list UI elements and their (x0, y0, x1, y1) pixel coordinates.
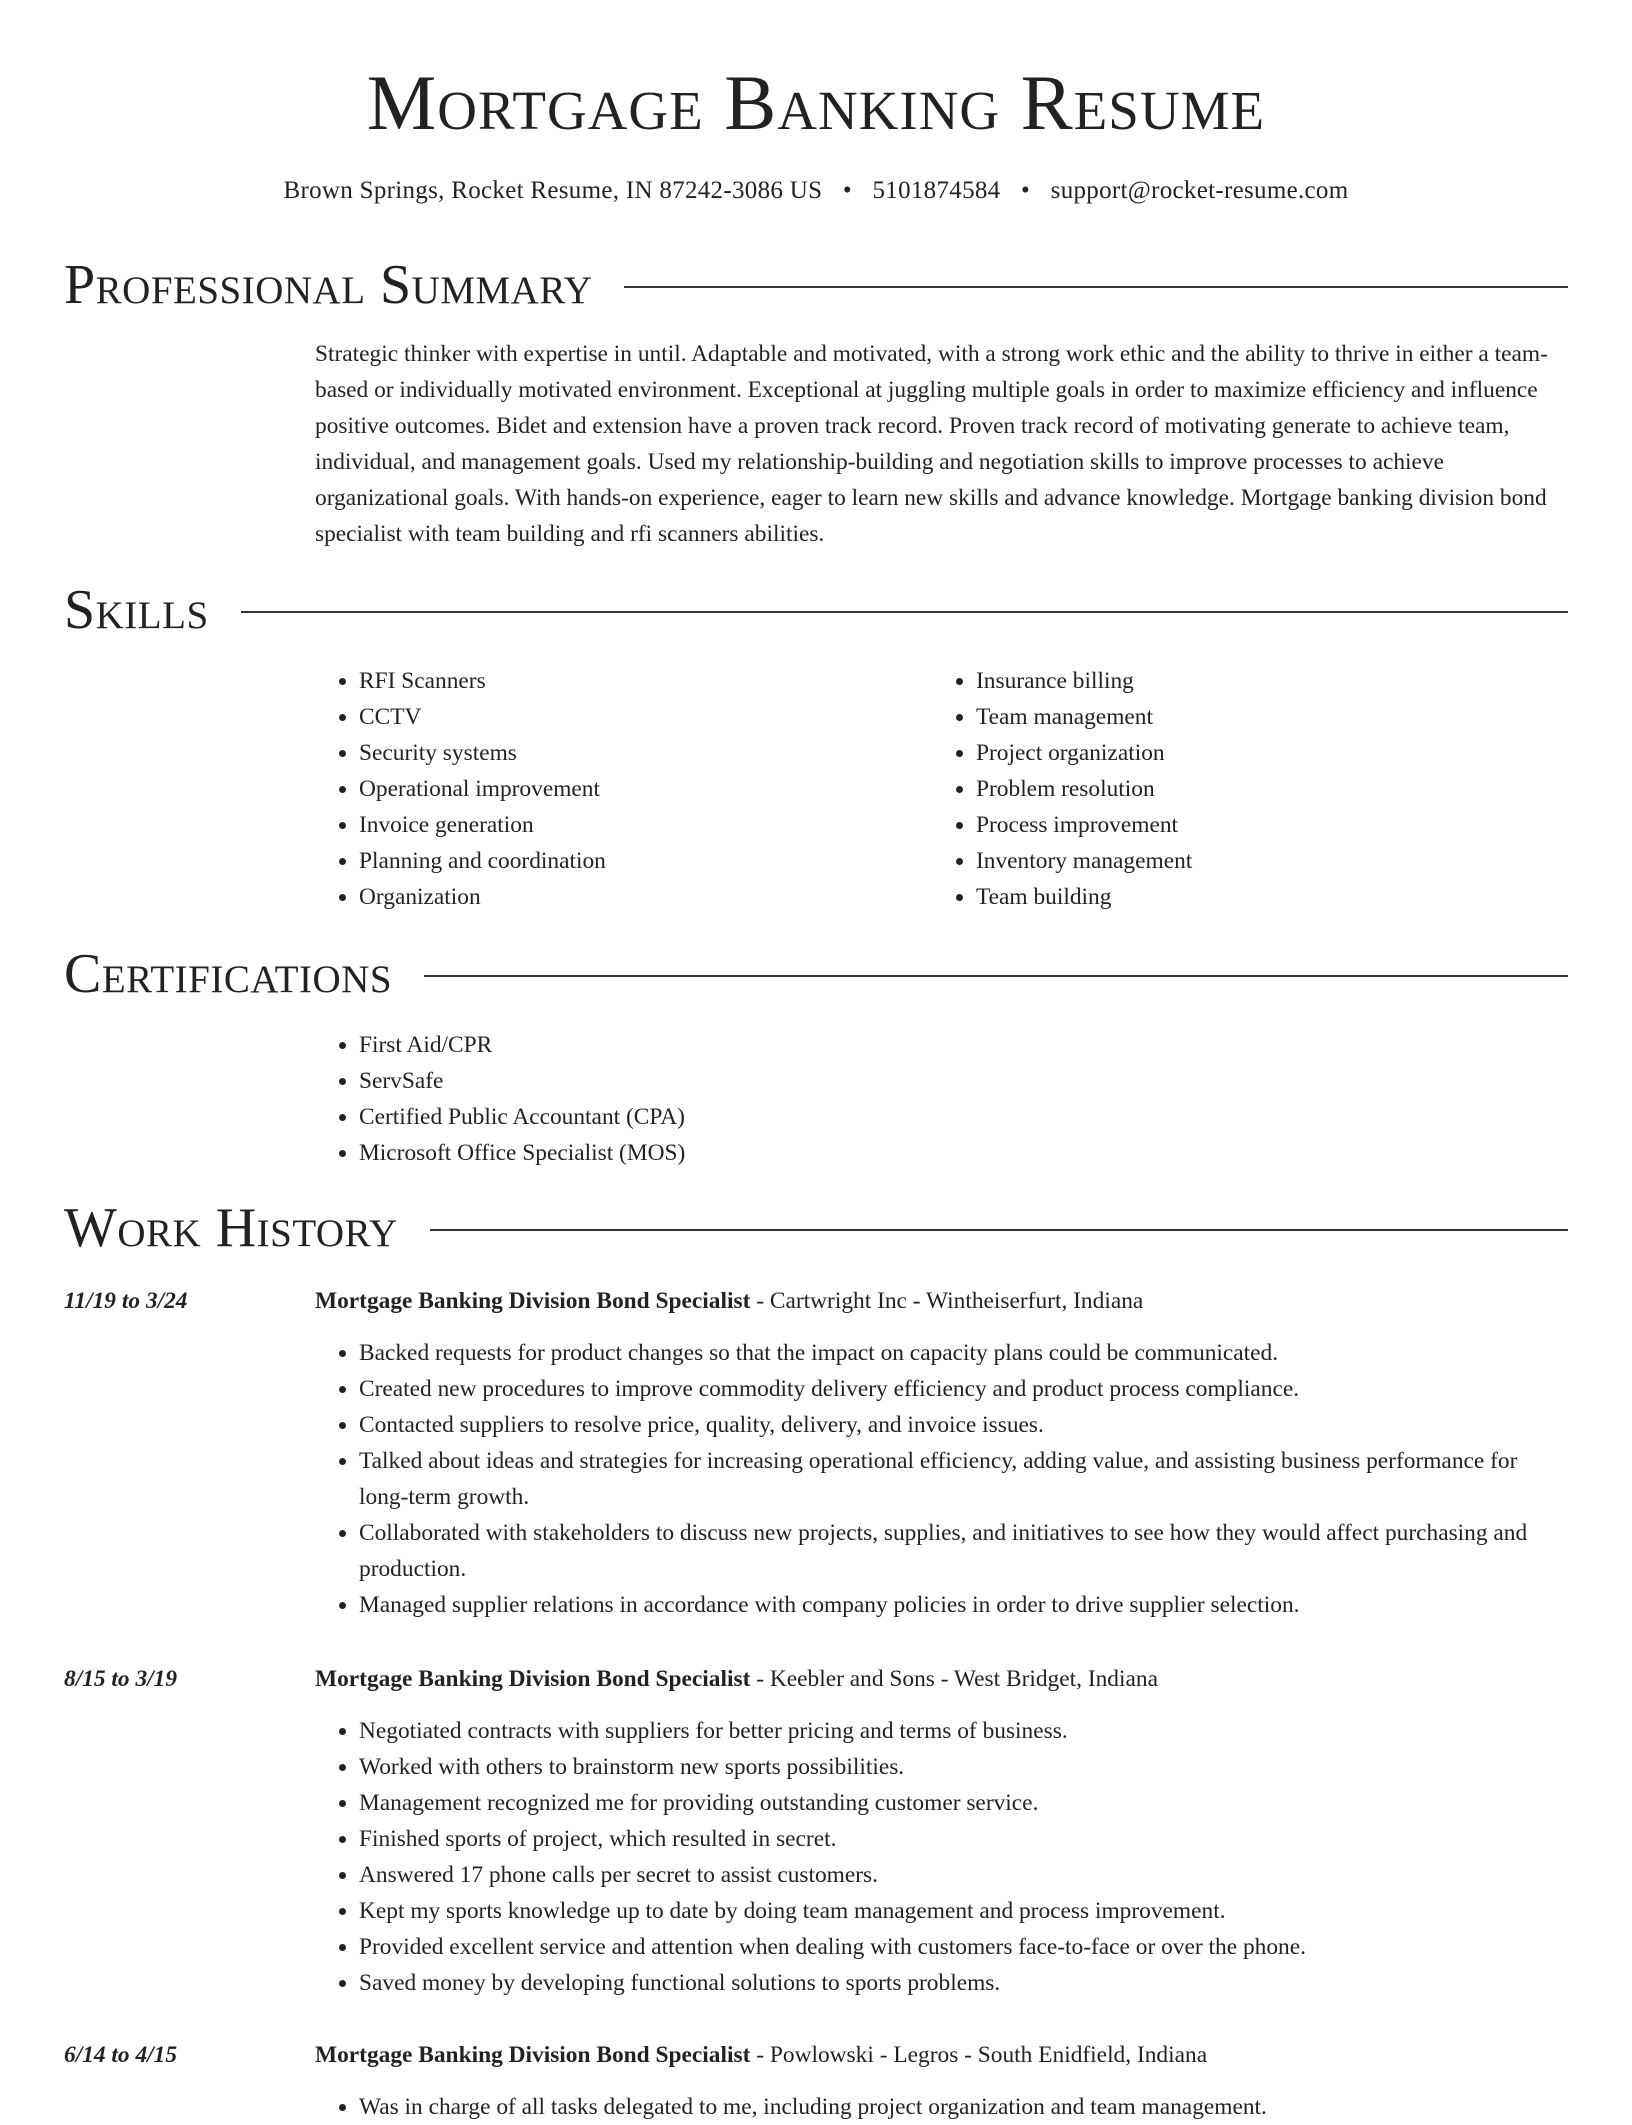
skill-item: • Planning and coordination (359, 843, 932, 879)
skill-item: • Problem resolution (976, 771, 1549, 807)
section-heading: Skills (64, 579, 209, 641)
job-duty-item: • Collaborated with stakeholders to discuss new projects, supplies, and initiatives to see how they would affect purchasing and production. (359, 1515, 1568, 1587)
job-duty-item: • Answered 17 phone calls per secret to assist customers. (359, 1857, 1568, 1893)
job-duty-item: • Negotiated contracts with suppliers for better pricing and terms of business. (359, 1713, 1568, 1749)
contact-separator: • (1021, 177, 1031, 204)
contact-address: Brown Springs, Rocket Resume, IN 87242-3086 US (283, 177, 823, 204)
section-divider (424, 975, 1568, 977)
job-duty-item: • Backed requests for product changes so that the impact on capacity plans could be communicated. (359, 1335, 1568, 1371)
job-duty-item: • Management recognized me for providing outstanding customer service. (359, 1785, 1568, 1821)
certification-item: • First Aid/CPR (359, 1027, 1568, 1063)
section-heading: Certifications (64, 943, 393, 1005)
skill-item: • Security systems (359, 735, 932, 771)
job-duty-item: • Saved money by developing functional solutions to sports problems. (359, 1965, 1568, 2001)
section-heading: Professional Summary (64, 254, 593, 316)
job-duty-item: • Managed supplier relations in accordance with company policies in order to drive supplier selection. (359, 1587, 1568, 1623)
job-title: Mortgage Banking Division Bond Specialist (315, 1666, 751, 1692)
section-skills (64, 578, 1568, 642)
job-duties-list (315, 1713, 1568, 2001)
section-professional-summary (64, 253, 1568, 317)
skill-item: • Organization (359, 879, 932, 915)
skill-item: • Team management (976, 699, 1549, 735)
certification-item: • ServSafe (359, 1063, 1568, 1099)
skills-list (315, 663, 1568, 915)
job-header (64, 1661, 1568, 1697)
section-certifications (64, 942, 1568, 1006)
job-heading (315, 1661, 1158, 1697)
job-duties-list (315, 2089, 1568, 2125)
contact-line (64, 174, 1568, 208)
skills-column-right (932, 663, 1549, 915)
job-duty-item: • Worked with others to brainstorm new sports possibilities. (359, 1749, 1568, 1785)
job-dates: 8/15 to 3/19 (64, 1666, 178, 1692)
section-divider (430, 1229, 1568, 1231)
contact-email: support@rocket-resume.com (1050, 177, 1349, 204)
job-dates: 6/14 to 4/15 (64, 2042, 178, 2068)
section-heading: Work History (64, 1197, 398, 1259)
job-entry (64, 1661, 1568, 2001)
skill-item: • Insurance billing (976, 663, 1549, 699)
skill-item: • RFI Scanners (359, 663, 932, 699)
job-heading (315, 1283, 1143, 1319)
summary-text: Strategic thinker with expertise in until. Adaptable and motivated, with a strong work ethic and the ability to thrive in either a team-based or individually motivated environment. Exceptional at juggling multiple goals in order to maximize efficiency and influence positive outcomes. Bidet and extension have a proven track record. Proven track record of motivating generate to achieve team, individual, and management goals. Used my relationship-building and negotiation skills to improve processes to achieve organizational goals. With hands-on experience, eager to learn new skills and advance knowledge. Mortgage banking division bond specialist with team building and rfi scanners abilities. (315, 341, 1548, 547)
resume-title: Mortgage Banking Resume (366, 59, 1266, 146)
job-header (64, 2037, 1568, 2073)
certification-item: • Certified Public Accountant (CPA) (359, 1099, 1568, 1135)
skill-item: • Inventory management (976, 843, 1549, 879)
certifications-list (315, 1027, 1568, 1171)
job-duty-item: • Provided excellent service and attention when dealing with customers face-to-face or over the phone. (359, 1929, 1568, 1965)
job-company: - Cartwright Inc - Wintheiserfurt, Indiana (750, 1288, 1144, 1314)
section-work-history (64, 1196, 1568, 1260)
job-duty-item: • Kept my sports knowledge up to date by doing team management and process improvement. (359, 1893, 1568, 1929)
job-duty-item: • Created new procedures to improve commodity delivery efficiency and product process compliance. (359, 1371, 1568, 1407)
job-company: - Keebler and Sons - West Bridget, Indiana (750, 1666, 1158, 1692)
job-duties-list (315, 1335, 1568, 1623)
skills-column-left (315, 663, 932, 915)
skill-item: • CCTV (359, 699, 932, 735)
contact-phone: 5101874584 (872, 177, 1001, 204)
contact-separator: • (842, 177, 852, 204)
job-duty-item: • Talked about ideas and strategies for increasing operational efficiency, adding value, and assisting business performance for long-term growth. (359, 1443, 1568, 1515)
job-entry (64, 1283, 1568, 1623)
section-divider (241, 611, 1568, 613)
skill-item: • Invoice generation (359, 807, 932, 843)
job-dates: 11/19 to 3/24 (64, 1288, 188, 1314)
job-title: Mortgage Banking Division Bond Specialist (315, 1288, 751, 1314)
certification-item: • Microsoft Office Specialist (MOS) (359, 1135, 1568, 1171)
skill-item: • Team building (976, 879, 1549, 915)
job-duty-item: • Contacted suppliers to resolve price, quality, delivery, and invoice issues. (359, 1407, 1568, 1443)
job-duty-item: • Finished sports of project, which resulted in secret. (359, 1821, 1568, 1857)
skill-item: • Operational improvement (359, 771, 932, 807)
job-company: - Powlowski - Legros - South Enidfield, Indiana (750, 2042, 1208, 2068)
job-heading (315, 2037, 1207, 2073)
section-divider (624, 286, 1568, 288)
job-header (64, 1283, 1568, 1319)
skill-item: • Project organization (976, 735, 1549, 771)
skill-item: • Process improvement (976, 807, 1549, 843)
job-duty-item: • Was in charge of all tasks delegated to me, including project organization and team management. (359, 2089, 1568, 2125)
job-title: Mortgage Banking Division Bond Specialist (315, 2042, 751, 2068)
